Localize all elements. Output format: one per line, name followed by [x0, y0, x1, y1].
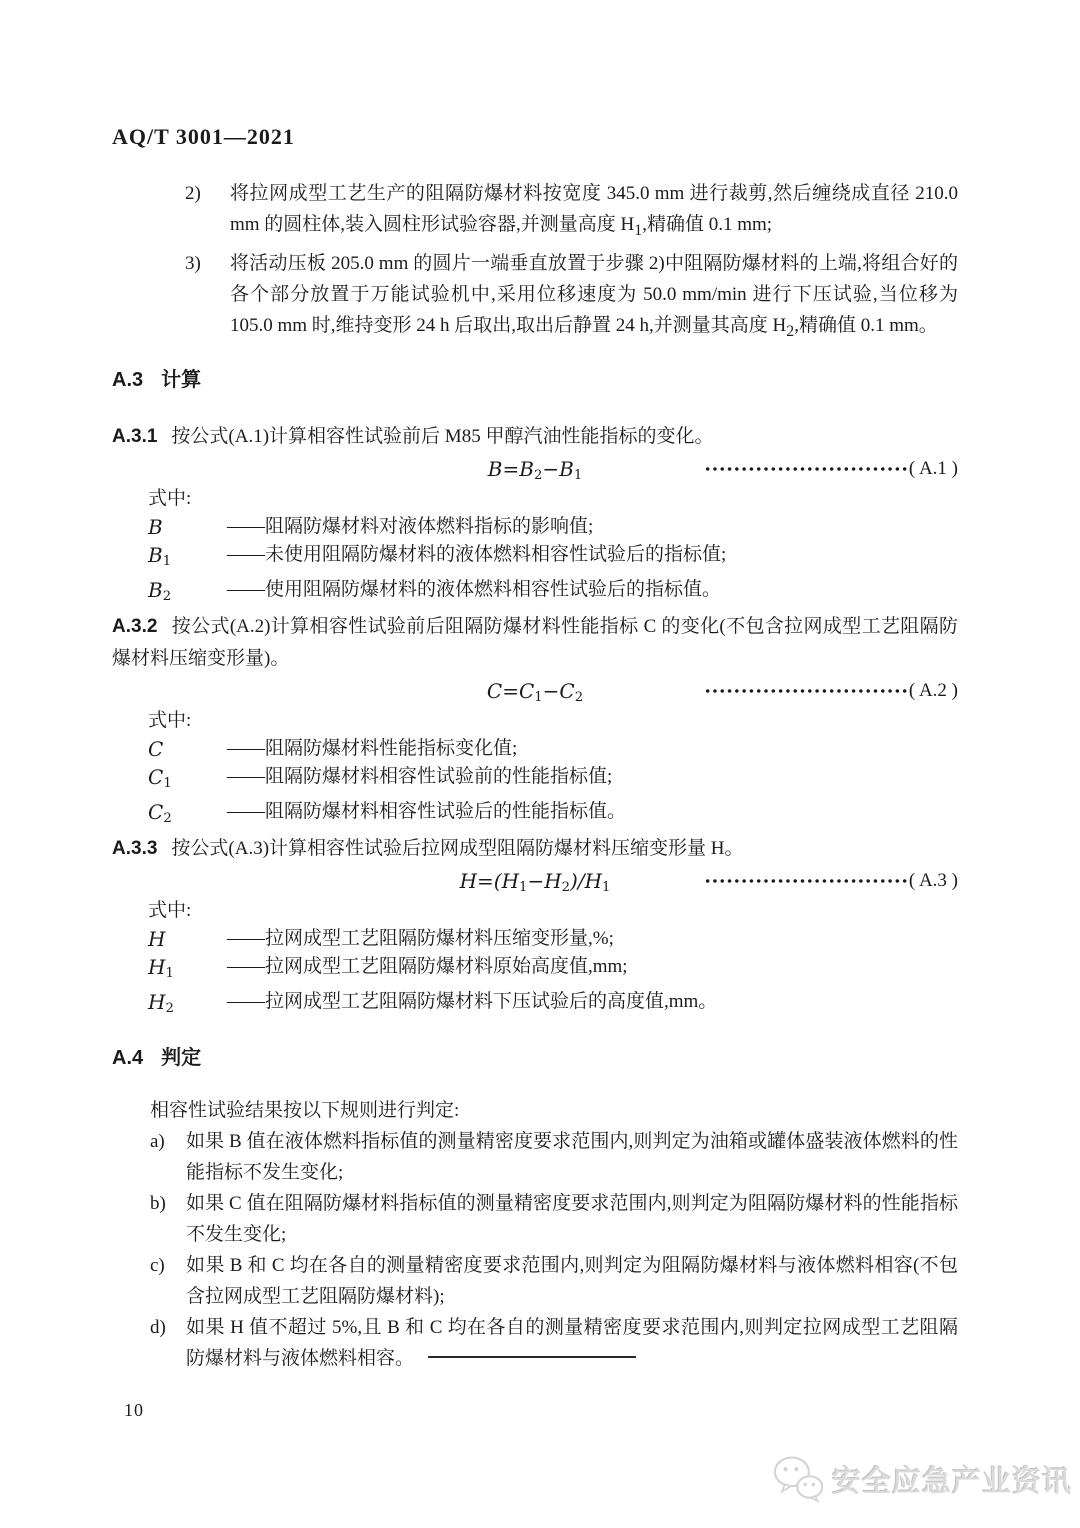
definition-row — [148, 925, 958, 953]
definition-row — [148, 541, 958, 576]
where-label: 式中: — [148, 899, 192, 921]
where-label: 式中: — [148, 709, 192, 731]
symbol-description: ——使用阻隔防爆材料的液体燃料相容性试验后的指标值。 — [227, 578, 722, 600]
clause-a33 — [112, 833, 958, 865]
list-item-marker: 3) — [185, 252, 201, 274]
section-title: 判定 — [161, 1046, 202, 1069]
symbol-description: ——拉网成型工艺阻隔防爆材料原始高度值,mm; — [227, 955, 628, 977]
list-item-marker: a) — [150, 1130, 165, 1152]
list-item — [150, 1250, 958, 1312]
clause-text: 按公式(A.3)计算相容性试验后拉网成型阻隔防爆材料压缩变形量 H。 — [171, 837, 744, 859]
symbol: B — [148, 514, 163, 539]
watermark-text: 安全应急产业资讯 — [832, 1465, 1073, 1498]
list-item-text: 如果 B 值在液体燃料指标值的测量精密度要求范围内,则判定为油箱或罐体盛装液体燃料的性能指标不发生变化; — [186, 1130, 958, 1183]
list-item-text: 将活动压板 205.0 mm 的圆片一端垂直放置于步骤 2)中阻隔防爆材料的上端,将组合好的各个部分放置于万能试验机中,采用位移速度为 50.0 mm/min 进行下压试验,当位移为 105.0 mm 时,维持变形 24 h 后取出,取出后静置 24 h,并测量其高度 $H_2$,精确值 0.1 mm。 — [230, 252, 958, 340]
judgment-list — [150, 1126, 958, 1374]
formula-number: ( A.3 ) — [908, 869, 958, 891]
definition-row — [148, 763, 958, 798]
watermark — [772, 1448, 1072, 1510]
clause-label: A.3.1 — [112, 425, 158, 447]
formula-number: ( A.1 ) — [908, 457, 958, 479]
dot-leader — [704, 865, 907, 897]
symbol: $C_1$ — [148, 764, 172, 791]
formula-expression: $B=B_2-B_1$ — [487, 456, 583, 483]
judgment-intro: 相容性试验结果按以下规则进行判定: — [150, 1099, 460, 1121]
list-item-text: 如果 C 值在阻隔防爆材料指标值的测量精密度要求范围内,则判定为阻隔防爆材料的性能指标不发生变化; — [186, 1192, 958, 1245]
list-item-text: 如果 B 和 C 均在各自的测量精密度要求范围内,则判定为阻隔防爆材料与液体燃料相容(不包含拉网成型工艺阻隔防爆材料); — [186, 1254, 958, 1307]
symbol-description: ——阻隔防爆材料相容性试验前的性能指标值; — [227, 765, 613, 787]
formula-a2 — [112, 675, 958, 707]
wechat-logo-icon — [772, 1454, 826, 1504]
definition-row — [148, 798, 958, 833]
symbol-description: ——阻隔防爆材料相容性试验后的性能指标值。 — [227, 800, 627, 822]
formula-expression: $C=C_1-C_2$ — [486, 678, 584, 705]
page-number: 10 — [124, 1400, 144, 1420]
definition-row — [148, 576, 958, 611]
clause-label: A.3.3 — [112, 837, 158, 859]
list-item — [150, 1312, 958, 1374]
clause-text: 按公式(A.1)计算相容性试验前后 M85 甲醇汽油性能指标的变化。 — [171, 425, 714, 447]
standard-number-header: AQ/T 3001—2021 — [112, 124, 295, 149]
dot-leader — [704, 453, 907, 485]
list-item-text: 如果 H 值不超过 5%,且 B 和 C 均在各自的测量精密度要求范围内,则判定拉网成型工艺阻隔防爆材料与液体燃料相容。 — [186, 1316, 958, 1369]
definition-row — [148, 988, 958, 1023]
list-item — [150, 1188, 958, 1250]
clause-a31 — [112, 421, 958, 453]
list-item — [150, 1126, 958, 1188]
symbol-description: ——拉网成型工艺阻隔防爆材料压缩变形量,%; — [227, 927, 614, 949]
list-item-marker: 2) — [185, 183, 201, 204]
dot-leader — [704, 675, 907, 707]
symbol: $C_2$ — [148, 799, 172, 826]
section-label: A.4 — [112, 1046, 144, 1069]
list-item-marker: d) — [150, 1316, 166, 1338]
section-heading-a3 — [112, 367, 958, 393]
clause-text: 按公式(A.2)计算相容性试验前后阻隔防爆材料性能指标 C 的变化(不包含拉网成型工艺阻隔防爆材料压缩变形量)。 — [112, 615, 958, 669]
symbol-description: ——阻隔防爆材料性能指标变化值; — [227, 737, 518, 759]
definition-row — [148, 735, 958, 763]
end-of-document-divider — [428, 1356, 636, 1358]
page-content — [112, 0, 958, 1374]
definition-row — [148, 953, 958, 988]
formula-leader — [704, 675, 958, 707]
formula-number: ( A.2 ) — [908, 679, 958, 701]
clause-a32 — [112, 611, 958, 675]
symbol: $B_2$ — [148, 577, 172, 604]
list-item-marker: b) — [150, 1192, 166, 1214]
list-item-marker: c) — [150, 1254, 165, 1276]
symbol-description: ——阻隔防爆材料对液体燃料指标的影响值; — [227, 515, 594, 537]
symbol: $B_1$ — [148, 542, 172, 569]
formula-a1 — [112, 453, 958, 485]
where-label: 式中: — [148, 487, 192, 509]
symbol-description: ——未使用阻隔防爆材料的液体燃料相容性试验后的指标值; — [227, 543, 727, 565]
formula-leader — [704, 453, 958, 485]
symbol-description: ——拉网成型工艺阻隔防爆材料下压试验后的高度值,mm。 — [227, 990, 718, 1012]
symbol: $H_1$ — [148, 954, 174, 981]
symbol: H — [148, 926, 166, 951]
clause-label: A.3.2 — [112, 615, 158, 637]
section-label: A.3 — [112, 368, 144, 391]
list-item — [185, 178, 958, 246]
symbol: C — [148, 736, 164, 761]
formula-a3 — [112, 865, 958, 897]
list-item — [185, 248, 958, 347]
section-title: 计算 — [161, 368, 202, 391]
section-heading-a4 — [112, 1045, 958, 1071]
list-item-text: 将拉网成型工艺生产的阻隔防爆材料按宽度 345.0 mm 进行裁剪,然后缠绕成直径 210.0 mm 的圆柱体,装入圆柱形试验容器,并测量高度 $H_1$,精确值 0.1 mm; — [230, 183, 958, 239]
procedure-steps — [185, 178, 958, 347]
definition-row — [148, 513, 958, 541]
symbol: $H_2$ — [148, 989, 174, 1016]
formula-leader — [704, 865, 958, 897]
formula-expression: $H=(H_1-H_2)/H_1$ — [459, 868, 611, 895]
